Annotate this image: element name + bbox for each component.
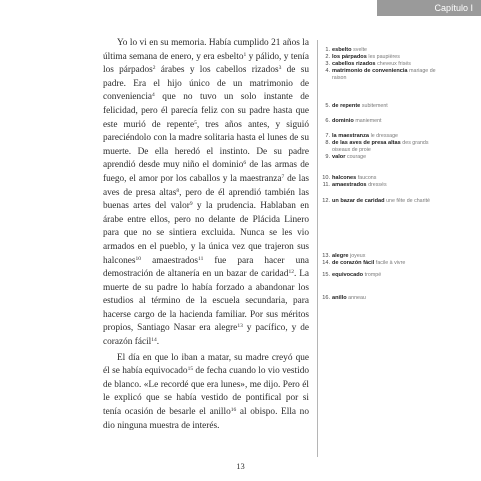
gloss-term: halcones: [332, 175, 357, 181]
gloss-group: [322, 272, 437, 279]
gloss-number: 10.: [322, 175, 330, 181]
gloss-translation: faucons: [357, 175, 377, 181]
gloss-group: [322, 118, 437, 125]
gloss-translation: une fête de charité: [386, 198, 430, 204]
text-run: .: [156, 337, 160, 348]
margin-rule: [317, 40, 318, 457]
gloss-translation: facile à vivre: [375, 260, 406, 266]
gloss-group: [322, 198, 437, 205]
gloss-group: [322, 47, 437, 82]
gloss-group: [322, 295, 437, 302]
text-run: al obispo. Ella no dio ninguna muestra de interés.: [103, 407, 309, 431]
gloss-item: [322, 133, 437, 140]
gloss-translation: svelte: [353, 47, 367, 53]
paragraph-2: [103, 352, 309, 434]
gloss-item: [322, 68, 437, 82]
gloss-term: de repente: [332, 103, 361, 109]
gloss-term: los párpados: [332, 54, 367, 60]
footnote-marker: 4: [152, 92, 155, 99]
gloss-number: 12.: [322, 198, 330, 204]
footnote-marker: 1: [243, 51, 247, 58]
page-number: 13: [236, 461, 245, 471]
gloss-translation: courage: [346, 154, 367, 160]
gloss-group: [322, 175, 437, 189]
gloss-number: 2.: [325, 54, 330, 60]
paragraph-1: [103, 37, 309, 350]
gloss-term: anillo: [332, 295, 347, 301]
gloss-term: de corazón fácil: [332, 260, 375, 266]
text-run: y pálido, y tenía los párpados: [103, 51, 309, 76]
gloss-item: [322, 118, 437, 125]
text-run: Yo lo vi en su memoria. Había cumplido 21 años la última semana de enero, y era esbelto: [103, 38, 309, 62]
footnote-marker: 10: [135, 255, 142, 262]
gloss-number: 3.: [325, 61, 330, 67]
gloss-term: la maestranza: [332, 133, 370, 139]
gloss-translation: maniement: [355, 118, 382, 124]
gloss-item: [322, 61, 437, 68]
gloss-item: [322, 154, 437, 161]
gloss-translation: les paupières: [368, 54, 400, 60]
gloss-translation: cheveux frisés: [377, 61, 411, 67]
chapter-title: Capítulo I: [434, 3, 473, 13]
text-run: . La muerte de su padre lo había forzado a abandonar los estudios al término de la escuela secundaria, para hacerse cargo de la hacienda familiar. Por sus méritos propios, Santiago Nasar era alegre: [103, 269, 309, 334]
gloss-translation: anneau: [348, 295, 366, 301]
footnote-marker: 7: [281, 173, 285, 180]
footnote-marker: 16: [230, 407, 237, 414]
gloss-term: dominio: [332, 118, 354, 124]
gloss-item: [322, 295, 437, 302]
gloss-number: 16.: [322, 295, 330, 301]
footnote-marker: 13: [237, 323, 243, 330]
chapter-tab: [377, 0, 481, 16]
gloss-translation: le dressage: [370, 133, 398, 139]
gloss-number: 7.: [325, 133, 330, 139]
gloss-item: [322, 47, 437, 54]
gloss-number: 15.: [322, 272, 330, 278]
gloss-number: 14.: [322, 260, 330, 266]
text-run: de su padre. Era el hijo único de un matrimonio de conveniencia: [103, 65, 310, 103]
gloss-item: [322, 253, 437, 260]
gloss-number: 11.: [322, 182, 330, 188]
gloss-term: amaestrados: [332, 182, 367, 188]
gloss-item: [322, 272, 437, 279]
gloss-term: un bazar de caridad: [332, 198, 385, 204]
gloss-term: valor: [332, 154, 346, 160]
footnote-marker: 14: [151, 337, 157, 344]
gloss-group: [322, 133, 437, 161]
footnote-marker: 12: [288, 269, 294, 276]
text-run: árabes y los cabellos rizados: [155, 65, 279, 76]
gloss-item: [322, 103, 437, 110]
footnote-marker: 6: [243, 160, 247, 167]
footnote-marker: 9: [189, 201, 193, 208]
text-run: de fecha cuando lo vio vestido de blanco. «Le recordé que era lunes», me dijo. Pero él le explicó que se había vestido de pontifical por si tenía ocasión de besarle el anillo: [103, 366, 309, 418]
gloss-number: 5.: [325, 103, 330, 109]
gloss-number: 4.: [325, 68, 330, 74]
gloss-item: [322, 198, 437, 205]
text-run: y pacífico, y de corazón fácil: [103, 323, 309, 348]
gloss-group: [322, 103, 437, 110]
footnote-marker: 5: [194, 119, 197, 126]
footnote-marker: 3: [278, 65, 282, 72]
text-run: amaestrados: [141, 255, 199, 266]
gloss-item: [322, 54, 437, 61]
gloss-number: 6.: [325, 118, 330, 124]
gloss-translation: des grands oiseaux de proie: [332, 140, 429, 153]
gloss-translation: mariage de raison: [332, 68, 436, 81]
gloss-term: de las aves de presa altas: [332, 140, 401, 146]
footnote-marker: 8: [176, 187, 180, 194]
text-run: fue para hacer una demostración de altanería en un bazar de caridad: [103, 255, 309, 280]
text-run: de las armas de fuego, el amor por los caballos y la maestranza: [103, 160, 309, 184]
gloss-term: esbelto: [332, 47, 352, 53]
gloss-number: 8.: [325, 140, 330, 146]
gloss-term: alegre: [332, 253, 349, 259]
text-run: que no tuvo un solo instante de felicidad, pero él parecía feliz con su padre hasta que este murió de repente: [103, 92, 309, 130]
gloss-number: 9.: [325, 154, 330, 160]
gloss-number: 1.: [325, 47, 330, 53]
gloss-item: [322, 175, 437, 182]
footnote-marker: 15: [187, 366, 194, 373]
text-run: y la prudencia. Hablaban en árabe entre ellos, pero no delante de Plácida Linero para que no se sintiera excluida. Nunca se les vio armados en el pueblo, y la única vez que trajeron sus halcones: [103, 201, 309, 266]
text-run: , pero de él aprendió también las buenas artes del valor: [103, 187, 309, 212]
text-run: , tres años antes, y siguió pareciéndolo con la madre solitaria hasta el lunes de su muerte. De ella heredó el instinto. De su padre aprendió desde muy niño el dominio: [103, 119, 310, 171]
gloss-item: [322, 260, 437, 267]
gloss-term: equivocado: [332, 272, 364, 278]
gloss-translation: dressés: [368, 182, 387, 188]
gloss-group: [322, 253, 437, 267]
gloss-term: cabellos rizados: [332, 61, 376, 67]
gloss-translation: trompé: [364, 272, 382, 278]
gloss-term: matrimonio de conveniencia: [332, 68, 408, 74]
footnote-marker: 11: [198, 255, 204, 262]
gloss-item: [322, 140, 437, 154]
gloss-item: [322, 182, 437, 189]
text-run: El día en que lo iban a matar, su madre creyó que él se había equivocado: [103, 352, 309, 377]
gloss-number: 13.: [322, 253, 330, 259]
main-text: [103, 37, 309, 433]
gloss-translation: subitement: [361, 103, 388, 109]
gloss-translation: joyeux: [350, 253, 366, 259]
footnote-marker: 2: [152, 65, 156, 72]
text-run: de las aves de presa altas: [103, 173, 309, 198]
